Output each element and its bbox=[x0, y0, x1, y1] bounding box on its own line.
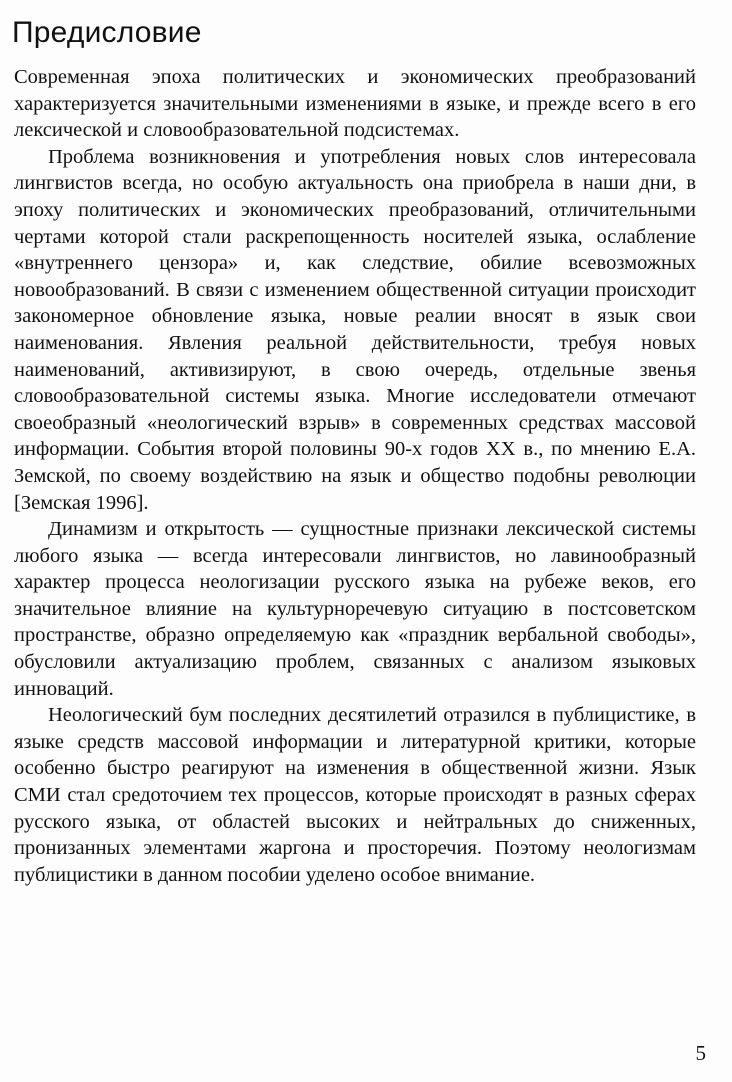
body-text bbox=[14, 64, 696, 888]
page-title: Предисловие bbox=[12, 16, 202, 49]
paragraph-2: Проблема возникновения и употребления новых слов интересовала лингвистов всегда, но особую актуальность она приобрела в наши дни, в эпоху политических и экономических преобразований, отличительными чертами которой стали раскрепощенность носителей языка, ослабление «внутреннего цензора» и, как следствие, обилие всевозможных новообразований. В связи с изменением общественной ситуации происходит закономерное обновление языка, новые реалии вносят в язык свои наименования. Явления реальной действительности, требуя новых наименований, активизируют, в свою очередь, отдельные звенья словообразовательной системы языка. Многие исследователи отмечают своеобразный «неологический взрыв» в современных средствах массовой информации. События второй половины 90-х годов XX в., по мнению Е.А. Земской, по своему воздействию на язык и общество подобны революции [Земская 1996]. bbox=[14, 145, 696, 514]
paragraph-3: Динамизм и открытость — сущностные признаки лексической системы любого языка — всегда интересовали лингвистов, но лавинообразный характер процесса неологизации русского языка на рубеже веков, его значительное влияние на культурноречевую ситуацию в постсоветском пространстве, образно определяемую как «праздник вербальной свободы», обусловили актуализацию проблем, связанных с анализом языковых инноваций. bbox=[14, 518, 696, 700]
paragraph-4: Неологический бум последних десятилетий отразился в публицистике, в языке средств массовой информации и литературной критики, которые особенно быстро реагируют на изменения в общественной жизни. Язык СМИ стал средоточием тех процессов, которые происходят в разных сферах русского языка, от областей высоких и нейтральных до сниженных, пронизанных элементами жаргона и просторечия. Поэтому неологизмам публицистики в данном пособии уделено особое внимание. bbox=[14, 704, 696, 886]
page-number: 5 bbox=[695, 1041, 706, 1065]
paragraph-1: Современная эпоха политических и экономических преобразований характеризуется значительными изменениями в языке, и прежде всего в его лексической и словообразовательной подсистемах. bbox=[14, 66, 696, 142]
